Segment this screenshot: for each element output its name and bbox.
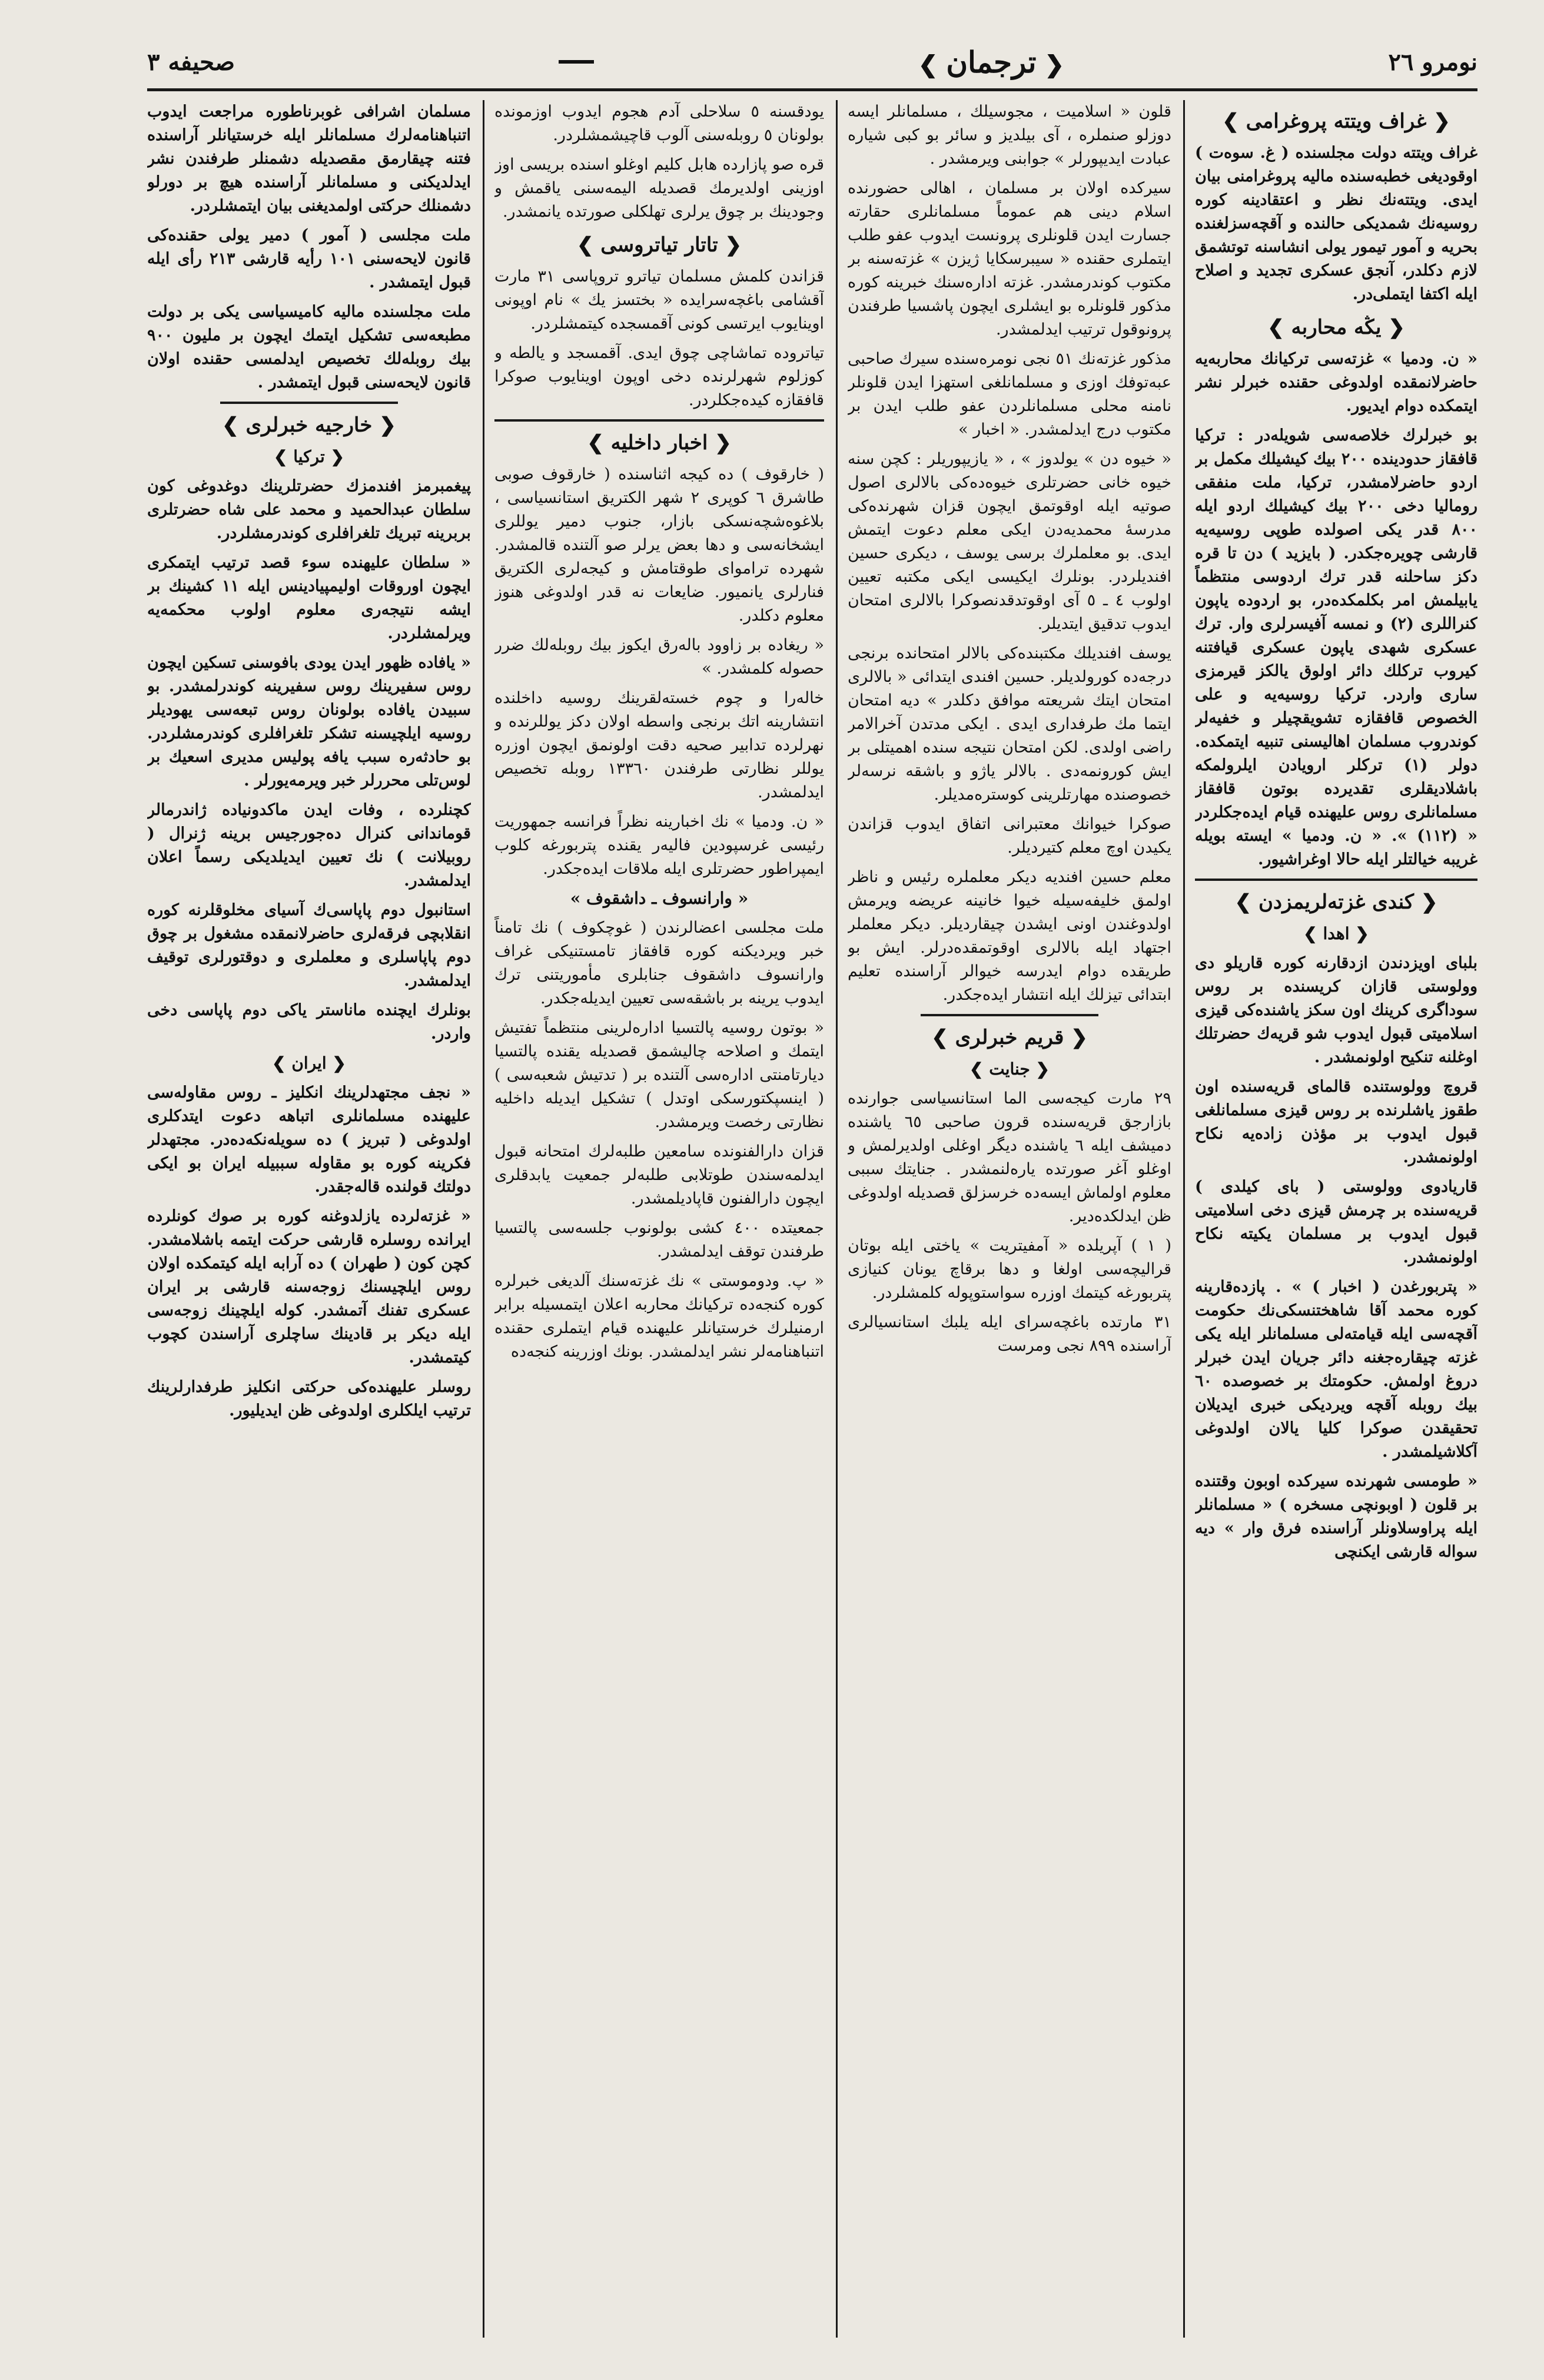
article-paragraph: استانبول دوم پاپاسی‌ك آسيای مخلوقلرنه كوره انقلابچی فرقه‌لری حاضرلانمقده مشغول بر چوق دوم پاپاسلری و معلملری و دوقتورلری توقيف ايدلمشدر. [147, 901, 471, 990]
ornament-icon: ❮ [1381, 316, 1405, 339]
article-paragraph: تياتروده تماشاچی چوق ايدی. آقمسجد و يالطه و كوزلوم شهرلرنده دخی اوپون اوينايوب صوكرا قافقازه كيده‌جكلردر. [494, 344, 824, 409]
article-paragraph: « غزته‌لرده يازلدوغنه كوره بر صوك كونلرده ايرانده روسلره قارشی حركت ايتمه باشلامشدر. كچن كون ( طهران ) ده آرابه ايله كيتمكده اولان روس ايلچيسنك زوجه‌سنه قارشی بر ايران عسكری تفنك آتمشدر. كوله ايلچينك زوجه‌سی ايله ديكر بر قادينك ساچلری آراسندن كچوب كيتمشدر. [147, 1207, 471, 1367]
column-4 [147, 100, 471, 2338]
section-heading: ❮ كندی غزته‌لريمزدن ❯ [1234, 890, 1438, 914]
ornament-icon: ❯ [274, 447, 294, 466]
article-paragraph: غراف ويتته دولت مجلسنده ( غ. سوەت ) اوقوديغی خطبه‌سنده ماليه پروغرامنی بيان ايدی. ويتته‌نك نظر و اعتقادينه كوره روسيه‌نك شمديكی حالنده و آقچه‌سزلغنده بحريه و آمور تيمور يولی انشاسنه توتشمق لازم دكلدر، آنجق عسكری تجديد و اصلاح ايله اكتفا ايتملی‌در. [1195, 144, 1477, 303]
ornament-icon: ❯ [918, 50, 938, 78]
section-divider [1195, 879, 1477, 881]
article-paragraph: ٢٩ مارت كيجه‌سی الما استانسياسی جوارنده بازارجق قريه‌سنده قرون صاحبی ٦٥ ياشنده دميشف ايله ٦ ياشنده ديگر اوغلی اولديرلمش و اوغلو آغر صورتده ياره‌لنمشدر . جنايتك سببی معلوم اولماش ايسه‌ده خرسزلق قصديله اولدوغی ظن ايدلكده‌دير. [848, 1089, 1171, 1225]
ornament-icon: ❯ [931, 1026, 955, 1049]
article-paragraph: « يافاده ظهور ايدن يودی بافوسنی تسكين ايچون روس سفيرينك روس سفيرينه كوندرلمشدر. بو سبيدن يافاده بولونان روس تبعه‌سی يهوديلر روسيه ايلچيسنه تشكر تلغرافلری كوندرمشلردر. بو حادثه‌ره سبب يافه پوليس مديری اسعيك بر لوس‌تلی محررلر خبر ويرمەيورلر . [147, 654, 471, 790]
ornament-icon: ❯ [1234, 890, 1259, 914]
article-paragraph: سيركده اولان بر مسلمان ، اهالی حضورنده اسلام دينی هم عموماً مسلمانلری حقارته جسارت ايدن قلونلری پرونست ايدوب عفو طلب ايتملری حقنده « سيبرسكايا ژيزن » غزته‌سنه بر مكتوب كوندرمشدر. غزته ادارەسنك خبرينه كوره مذكور قلونلره بو ايشلری ايچون پاشسيا طرفندن پرونوقول ترتيب ايدلمشدر. [848, 179, 1171, 339]
ornament-icon: ❮ [1414, 890, 1438, 914]
ornament-icon: ❮ [1044, 50, 1065, 78]
subheading: « وارانسوف ـ داشقوف » [570, 889, 749, 908]
issue-number: نومرو ٢٦ [1388, 48, 1477, 76]
article-paragraph: ملت مجلسی اعضالرندن ( غوچكوف ) نك تامناً خبر ويرديكنه كوره قافقاز تامستنيكی غراف وارانسوف داشقوف جنابلری مأموريتنی ترك ايدوب يرينه بر باشقه‌سی تعيين ايديله‌جكدر. [494, 919, 824, 1007]
section-heading: ❮ قريم خبرلری ❯ [931, 1026, 1088, 1049]
masthead-dash [559, 60, 594, 64]
ornament-icon: ❯ [969, 1059, 990, 1079]
article-paragraph: « خيوه دن » يولدوز » ، « يازيپوريلر : كچن سنه خيوه خانی حضرتلری خيوه‌ده‌كی بالالری اصول صوتيه ايله اوقوتمق ايچون قزان شهرنده‌كی مدرسهٔ محمديه‌دن ايكی معلم دعوت ايتمش ايدی. بو معلملرك برسی يوسف ، ديكری حسين افنديلردر. بونلرك ايكيسی ايكی مكتبه تعيين اولوب ٤ ـ ٥ آی اوقوتدقدنصوكرا بالالری امتحان ايدوب تدقيق ايتديلر. [848, 450, 1171, 633]
ornament-icon: ❯ [576, 233, 601, 257]
page-label: صحيفه ٣ [147, 48, 235, 76]
column-3 [494, 100, 824, 2338]
article-paragraph: « ريغاده بر زاوود بالەرق ايكوز بيك روبله‌لك ضرر حصوله كلمشدر. » [494, 636, 824, 678]
article-paragraph: جمعيتده ٤٠٠ كشی بولونوب جلسه‌سی پالتسيا طرفندن توقف ايدلمشدر. [494, 1219, 824, 1261]
article-paragraph: مسلمان اشرافی غوبرناطوره مراجعت ايدوب اتنباهنامه‌لرك مسلمانلر ايله خرستيانلر آراسنده فتنه چيقارمق مقصديله دشمنلر طرفندن نشر ايدلديكنی و مسلمانلر آراسنده هيچ بر دورلو دشمنلك حركتی اولمديغنی بيان ايتمشلردر. [147, 102, 471, 215]
article-paragraph: « نجف مجتهدلرينك انكليز ـ روس مقاوله‌سی عليهنده مسلمانلری اتباهه دعوت ايتدكلری اولدوغی ( تبريز ) ده سويله‌نكه‌ده‌در. مجتهدلر فكرينه كوره بو مقاوله سببيله ايران بو ايكی دولتك قولنده قاله‌جقدر. [147, 1083, 471, 1196]
article-paragraph: قره صو پازارده هابل كليم اوغلو اسنده بريسی اوز اوزينی اولديرمك قصديله اليمه‌سنی ياقمش و وجودينك بر چوق يرلری تهلكلی صورتده يانمشدر. [494, 155, 824, 221]
article-paragraph: « پتربورغدن ( اخبار ) » . پازده‌قارينه كوره محمد آقا شاهختنسكی‌نك حكومت آقچه‌سی ايله قيامته‌لی مسلمانلر ايله يكی غزته چيقاره‌جغنه دائر جريان ايدن خبرلر دروغ اولمش. حكومتك بر خصوصده ٦٠ بيك روبله آقچه ويرديكی خبری ايديلان تحقيقدن صوكرا كليا يالان اولدوغی آكلاشيلمشدر . [1195, 1278, 1477, 1461]
article-paragraph: قزان دارالفنونده سامعين طلبه‌لرك امتحانه قبول ايدلمه‌سندن طوتلابی طلبه‌لر جمعيت يابدقلری ايچون دارالفنون قاپاديلمشدر. [494, 1142, 824, 1208]
subheading: ❮ تركيا ❯ [274, 447, 344, 466]
article-paragraph: ٣١ مارتده باغچه‌سرای ايله يلبك استانسيالری آراسنده ٨٩٩ نجی ومرست [848, 1313, 1171, 1355]
article-paragraph: كچنلرده ، وفات ايدن ماكدونياده ژاندرمالر قوماندانی كنرال دەجورجيس برينه ژنرال ( روبيلانت ) نك تعيين ايديلديكی رسماً اعلان ايدلمشدر. [147, 801, 471, 890]
subheading: ❮ اهدا ❯ [1303, 924, 1369, 943]
article-paragraph: ملت مجلسی ( آمور ) دمير يولی حقنده‌كی قانون لايحه‌سنی ١٠١ رأيه قارشی ٢١٣ رأی ايله قبول ايتمشدر . [147, 226, 471, 291]
article-paragraph: بو خبرلرك خلاصه‌سی شويله‌در : تركيا قافقاز حدودينده ٢٠٠ بيك كيشيلك مكمل بر اردو حاضرلامشدر، تركيا، ملت منفقی روماليا دخی ٢٠٠ بيك كيشيلك اردو ايله ٨٠٠ قدر يكی اصولده طوپی روسيه‌يه قارشی چويره‌جكدر. ( بايزيد ) دن تا قره دكز ساحلنه قدر ترك اردوسی منتظماً يابيلمش امر بكلمكده‌در، بو اردوده ياپون كنراللری (٢) و نمسه آفيسرلری وار. ترك عسكری شهدی ياپون عسكری قيافتنه كيروب تركلك دائر اولوق يالكز قيرمزی ساری واردر. تركيا روسيه‌يه و على الخصوص قافقازه تشويقچيلر و خفيه‌لر كوندروب مسلمان اهاليسنی تنبيه ايتمكده. دولر (١) تركلر ارويادن ايلرولمكه باشلاديقلری تقديرده بوتون قافقاز مسلمانلری روس عليهنده قيام ايدەجكلردر « (١١٢) ». « ن. ودميا » ايسته بويله غريبه خيالتلر ايله حالا اوغراشيور. [1195, 426, 1477, 869]
section-divider [494, 419, 824, 422]
article-paragraph: بونلرك ايچنده ماناستر ياكی دوم پاپاسی دخی واردر. [147, 1001, 471, 1043]
ornament-icon: ❮ [718, 233, 742, 257]
newspaper-title: ترجمان [946, 44, 1037, 79]
article-paragraph: ملت مجلسنده ماليه كاميسياسی يكی بر دولت مطبعه‌سی تشكيل ايتمك ايچون بر مليون ٩٠٠ بيك روبله‌لك تخصيص ايدلمسی حقنده اولان قانون لايحه‌سنی قبول ايتمشدر . [147, 303, 471, 392]
article-paragraph: قلون « اسلاميت ، مجوسيلك ، مسلمانلر ايسه دوزلو صنملره ، آی بيلديز و سائر بو كبی شياره عبادت ايديپورلر » جوابنی ويرمشدر . [848, 102, 1171, 168]
article-paragraph: « پ. ودوموستی » نك غزته‌سنك آلديغی خبرلره كوره كنجه‌ده تركيانك محاربه اعلان ايتمسيله برابر ارمنيلرك خرستيانلر عليهنده قيام ايتملری حقنده اتنباهنامه‌لر نشر ايدلمشدر. بونك اوزرينه كنجه‌ده [494, 1272, 824, 1361]
article-paragraph: « بوتون روسيه پالتسيا اداره‌لرينی منتظماً تفتيش ايتمك و اصلاحه چاليشمق قصديله يقنده پالتسيا ديارتامنتی اداره‌سی آلتنده بر ( تدتيش شعبه‌سی ) ( اينسپكتورسكی اوتدل ) تشكيل ايديله داخليه نظارتی رخصت ويرمشدر. [494, 1019, 824, 1131]
section-heading: ❮ خارجيه خبرلری ❯ [222, 413, 396, 437]
ornament-icon: ❯ [1303, 924, 1323, 943]
ornament-icon: ❯ [1267, 316, 1291, 339]
section-heading: ❮ غراف ويتته پروغرامی ❯ [1222, 110, 1450, 133]
article-paragraph: قزاندن كلمش مسلمان تياترو تروپاسی ٣١ مارت آقشامی باغچه‌سرايده « بختسز يك » نام اوپونی اوينايوب ايرتسی كونی آقمسجده كيتمشلردر. [494, 267, 824, 333]
section-divider [220, 402, 399, 404]
article-paragraph: « ن. ودميا » غزته‌سی تركيانك محاربه‌يه حاضرلانمقده اولدوغی حقنده خبرلر نشر ايتمكده دوام ايديور. [1195, 350, 1477, 415]
article-paragraph: مذكور غزته‌نك ٥١ نجی نومرەسنده سيرك صاحبی عبه‌توفك اوزی و مسلمانلغی استهزا ايدن قلونلر نامنه محلی مسلمانلردن عفو طلب ايدن بر مكتوب درج ايدلمشدر. « اخبار » [848, 350, 1171, 439]
section-heading: ❮ تاتار تياتروسی ❯ [576, 233, 742, 257]
ornament-icon: ❮ [1426, 110, 1450, 133]
column-rule [483, 100, 484, 2338]
article-paragraph: ( ١ ) آپريلده « آمفيتريت » ياختی ايله بوتان قراليچه‌سی اولغا و دها برقاچ يونان كنيازی پتربورغه كيتمك اوزره سواستوپوله كلمشلردر. [848, 1237, 1171, 1302]
ornament-icon: ❮ [1349, 924, 1369, 943]
article-paragraph: معلم حسين افنديه ديكر معلملره رئيس و ناظر اولمق خليفه‌سيله خيوا خانينه عريضه ويرمش اولدوغندن اونی ايشدن چيقارديلر. ديكر معلملر اجتهاد ايله بالالری اوقوتمقده‌درلر. ايش بو طريقده دوام ايدرسه خيوالر آراسنده تعليم ابتدائی تيزلك ايله انتشار ايدەجكدر. [848, 868, 1171, 1004]
masthead [147, 35, 1477, 91]
masthead-title [918, 45, 1064, 79]
ornament-icon: ❮ [708, 431, 732, 455]
article-paragraph: « طومسی شهرنده سيركده اوبون وقتنده بر قلون ( اوبونچی مسخره ) « مسلمانلر ايله پراوسلاونلر آراسنده فرق وار » ديه سواله قارشی ايكنچی [1195, 1472, 1477, 1561]
subheading: ❮ ايران ❯ [272, 1053, 346, 1073]
ornament-icon: ❮ [324, 447, 344, 466]
ornament-icon: ❯ [587, 431, 611, 455]
section-divider [921, 1014, 1099, 1016]
article-paragraph: « سلطان عليهنده سوء قصد ترتيب ايتمكری ايچون اوروقات اوليمپيادينس ايله ١١ كشينك بر ايشه نتيجه‌ری معلوم اولوب محكمه‌يه ويرلمشلردر. [147, 553, 471, 642]
article-paragraph: « ن. ودميا » نك اخبارينه نظراً فرانسه جمهوريت رئيسی غرسپودين فاليەر يقنده پتربورغه كلوب ايمپراطور حضرتلری ايله ملاقات ايده‌جكدر. [494, 813, 824, 878]
ornament-icon: ❮ [326, 1053, 346, 1073]
article-paragraph: ( خارقوف ) ده كيجه اثناسنده ( خارقوف صوبی طاشرق ٦ كوپری ٢ شهر الكتريق استانسياسی ، بلاغوەشچه‌نسكی بازار، جنوب دمير يوللری ايشخانه‌سی و دها بعض يرلر صو آلتنده قالمشدر. شهرده ترامواى طوقتامش و كيجه‌لری الكتريق فنارلری يانميور. ضايعات نه قدر اولدوغی هنوز معلوم دكلدر. [494, 465, 824, 625]
ornament-icon: ❯ [222, 413, 246, 437]
section-heading: ❮ يڭه محاربه ❯ [1267, 316, 1405, 339]
article-paragraph: قاريادوی وولوستی ( بای كيلدی ) قريه‌سنده بر چرمش قيزی دخی اسلاميتی قبول ايدوب بر مسلمان يكيته نكاح اولونمشدر. [1195, 1178, 1477, 1267]
column-1 [1195, 100, 1477, 2338]
article-paragraph: خالەرا و چوم خسته‌لقرينك روسيه داخلنده انتشارينه اتك برنجی واسطه اولان دكز يوللرنده و نهرلرده تدابير صحيه دقت اولونمق ايچون اوزره يوللر نظارتی طرفندن ١٣٣٦٠ روبله تخصيص ايدلمشدر. [494, 689, 824, 801]
ornament-icon: ❯ [272, 1053, 292, 1073]
subheading: ❮ جنايت ❯ [969, 1059, 1050, 1079]
section-heading: ❮ اخبار داخليه ❯ [587, 431, 732, 455]
article-paragraph: صوكرا خيوانك معتبرانی اتفاق ايدوب قزاندن يكيدن اوچ معلم كتيرديلر. [848, 815, 1171, 857]
column-rule [1183, 100, 1185, 2338]
article-paragraph: پيغمبرمز افندمزك حضرتلرينك دوغدوغی كون سلطان عبدالحميد و محمد علی شاه حضرتلری بربرينه تبريك تلغرافلری كوندرمشلردر. [147, 477, 471, 542]
article-paragraph: بلبای اويزدندن ازدقارنه كوره قاريلو دی وولوستی قازان كريسنده بر روس سوداگری كرينك اون سكز ياشنده‌كی قيزی اسلاميتی قبول ايدوب شو قريه‌ك حضرتلك اوغلنه تنكيح اولونمشدر . [1195, 954, 1477, 1066]
article-paragraph: روسلر عليهنده‌كی حركتی انكليز طرفدارلرينك ترتيب ايلكلری اولدوغی ظن ايديليور. [147, 1378, 471, 1420]
ornament-icon: ❮ [1064, 1026, 1088, 1049]
ornament-icon: ❮ [1030, 1059, 1050, 1079]
article-paragraph: يودقسنه ٥ سلاحلی آدم هجوم ايدوب اوزمونده بولونان ٥ روبله‌سنی آلوب قاچيشمشلردر. [494, 102, 824, 144]
article-paragraph: يوسف افنديلك مكتبنده‌كی بالالر امتحانده برنجی درجه‌ده كورولديلر. حسين افندی ايتدائی « بالالری امتحان ايتك شريعته موافق دكلدر » ديه امتحان ايتما مك طرفداری ايدی . ايكی مدتدن آخرالامر راضی اولدی. لكن امتحان نتيجه سنده اهميتلی بر ايش كورونمه‌دی . بالالر ياژو و باشقه نرسه‌لر خصوصنده مهارتلرينی كوستره‌مديلر. [848, 644, 1171, 804]
column-rule [836, 100, 838, 2338]
ornament-icon: ❮ [372, 413, 396, 437]
column-2 [848, 100, 1171, 2338]
article-paragraph: قروچ وولوستنده قالمای قريه‌سنده اون طقوز ياشلرنده بر روس قيزی مسلمانلغی قبول ايدوب بر مؤذن زاده‌يه نكاح اولونمشدر. [1195, 1078, 1477, 1166]
ornament-icon: ❯ [1222, 110, 1246, 133]
